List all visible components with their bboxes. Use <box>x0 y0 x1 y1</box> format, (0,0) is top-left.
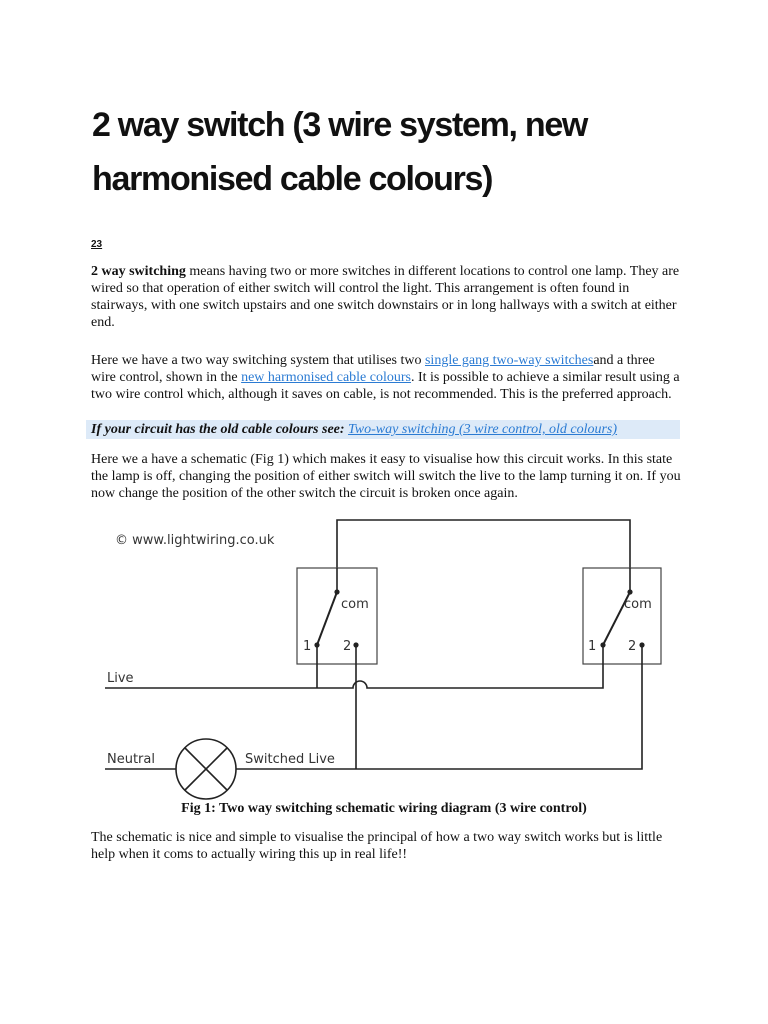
watermark-text: © www.lightwiring.co.uk <box>115 533 275 548</box>
switched-live-label: Switched Live <box>245 752 335 767</box>
old-colours-link[interactable]: Two-way switching (3 wire control, old colours) <box>348 422 618 437</box>
system-text-1: Here we have a two way switching system that utilises two <box>91 353 425 368</box>
single-gang-switches-link[interactable]: single gang two-way switches <box>424 353 594 368</box>
figure-caption: Fig 1: Two way switching schematic wiring diagram (3 wire control) <box>181 801 587 816</box>
paragraph-conclusion: The schematic is nice and simple to visualise the principal of how a two way switch works but is little help when it coms to actually wiring this up in real life!! <box>91 830 663 862</box>
intro-text: means having two or more switches in different locations to control one lamp. They are wired so that operation of either switch will control the light. This arrangement is often found in stairways, with one switch upstairs and one switch downstairs or in long hallways with a switch at either end. <box>91 264 680 330</box>
switch-left-1-label: 1 <box>303 639 312 654</box>
system-text-3: . It is possible to achieve a similar result using a two wire control which, although it saves on cable, is not recommended. This is the preferred approach. <box>91 370 680 402</box>
paragraph-intro <box>91 263 681 331</box>
neutral-label: Neutral <box>107 752 155 767</box>
switch-right-1-label: 1 <box>588 639 597 654</box>
harmonised-colours-link[interactable]: new harmonised cable colours <box>241 370 411 385</box>
wiring-diagram <box>96 518 680 800</box>
switch-left-2-label: 2 <box>343 639 352 654</box>
note-text: If your circuit has the old cable colours see: <box>91 422 349 437</box>
paragraph-system <box>91 352 681 403</box>
switch-right-com-label: com <box>624 597 652 612</box>
counter-link[interactable]: 23 <box>91 239 103 250</box>
switch-right-2-label: 2 <box>628 639 637 654</box>
bold-lead: 2 way switching <box>91 264 186 279</box>
live-label: Live <box>107 671 134 686</box>
old-colours-note <box>86 420 680 439</box>
switch-left-com-label: com <box>341 597 369 612</box>
page-title: 2 way switch (3 wire system, new harmonised cable colours) <box>92 106 588 198</box>
system-text-2: and a three wire control, shown in the <box>91 353 655 385</box>
paragraph-schematic: Here we a have a schematic (Fig 1) which makes it easy to visualise how this circuit works. In this state the lamp is off, changing the position of either switch will switch the live to the lamp turning it on. If you now change the position of the other switch the circuit is broken once again. <box>91 452 681 501</box>
